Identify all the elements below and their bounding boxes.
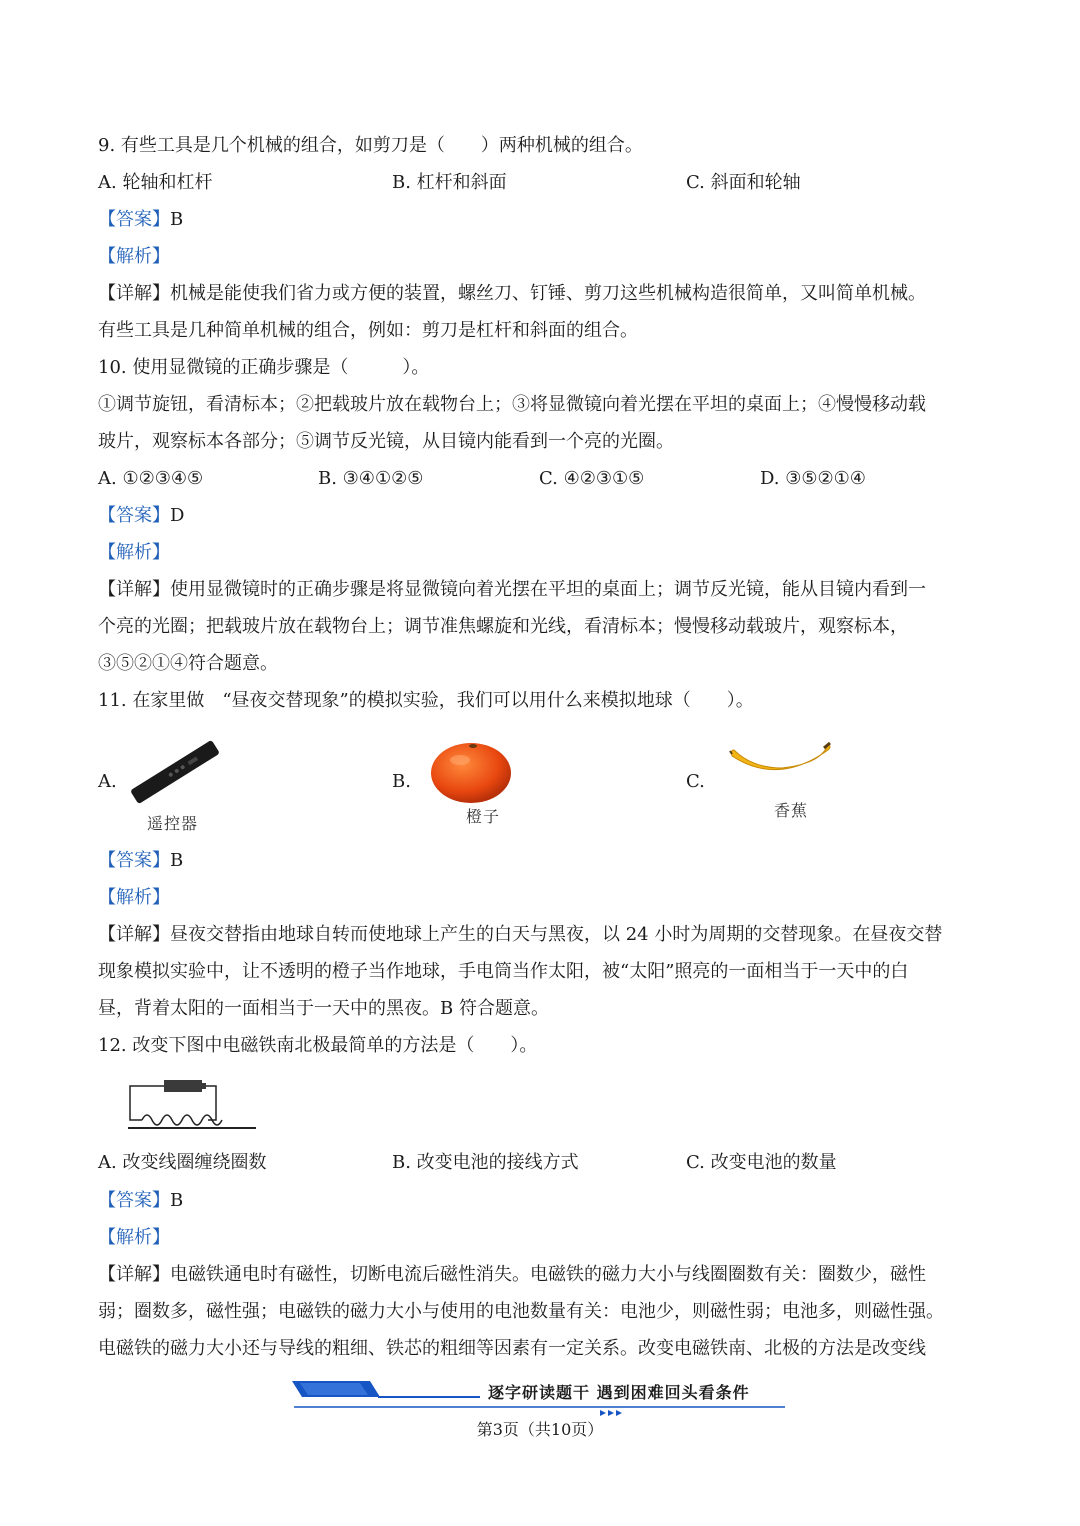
q10-detail-line-1 xyxy=(98,579,926,601)
q11-analysis-tag: 【解析】 xyxy=(98,887,170,908)
detail-tag: 【详解】 xyxy=(98,283,170,304)
q11-detail-line-3: 昼，背着太阳的一面相当于一天中的黑夜。B 符合题意。 xyxy=(98,998,549,1019)
q10-stem: 10. 使用显微镜的正确步骤是（ ）。 xyxy=(98,357,430,378)
q12-option-c: C. 改变电池的数量 xyxy=(686,1152,837,1173)
q11-detail-text-1: 昼夜交替指由地球自转而使地球上产生的白天与黑夜，以 24 小时为周期的交替现象。在昼夜交替 xyxy=(170,924,943,945)
answer-tag: 【答案】 xyxy=(98,1190,170,1211)
q10-option-a: A. ①②③④⑤ xyxy=(98,468,204,489)
page-number: 第3页（共10页） xyxy=(476,1420,604,1439)
q11-label-orange: 橙子 xyxy=(466,807,501,826)
answer-tag: 【答案】 xyxy=(98,209,170,230)
q12-detail-line-2: 弱；圈数多，磁性强；电磁铁的磁力大小与使用的电池数量有关：电池少，则磁性弱；电池多，则磁性强。 xyxy=(98,1301,944,1322)
q9-option-b: B. 杠杆和斜面 xyxy=(392,172,507,193)
q11-option-a: A. xyxy=(98,771,117,792)
q9-detail-line-2: 有些工具是几种简单机械的组合，例如：剪刀是杠杆和斜面的组合。 xyxy=(98,320,638,341)
q11-answer: B xyxy=(170,850,184,871)
detail-tag: 【详解】 xyxy=(98,1264,170,1285)
answer-tag: 【答案】 xyxy=(98,850,170,871)
q9-answer-line xyxy=(98,209,183,231)
q10-answer-line xyxy=(98,505,184,527)
q9-detail-line-1 xyxy=(98,283,926,305)
q9-option-a: A. 轮轴和杠杆 xyxy=(98,172,213,193)
q11-label-remote: 遥控器 xyxy=(147,814,199,833)
q11-option-c: C. xyxy=(686,771,705,792)
q12-detail-line-3: 电磁铁的磁力大小还与导线的粗细、铁芯的粗细等因素有一定关系。改变电磁铁南、北极的方法是改变线 xyxy=(98,1338,926,1359)
q12-stem: 12. 改变下图中电磁铁南北极最简单的方法是（ ）。 xyxy=(98,1035,538,1056)
q10-option-d: D. ③⑤②①④ xyxy=(760,468,866,489)
q9-detail-text-1: 机械是能使我们省力或方便的装置，螺丝刀、钉锤、剪刀这些机械构造很简单，又叫简单机械。 xyxy=(170,283,926,304)
detail-tag: 【详解】 xyxy=(98,579,170,600)
q9-stem: 9. 有些工具是几个机械的组合，如剪刀是（ ）两种机械的组合。 xyxy=(98,135,643,156)
q10-answer: D xyxy=(170,505,185,526)
q10-detail-text-1: 使用显微镜时的正确步骤是将显微镜向着光摆在平坦的桌面上；调节反光镜，能从目镜内看到一 xyxy=(170,579,926,600)
q12-detail-line-1 xyxy=(98,1264,926,1286)
q11-detail-line-1 xyxy=(98,924,942,946)
q10-body-line-1: ①调节旋钮，看清标本；②把载玻片放在载物台上；③将显微镜向着光摆在平坦的桌面上；④慢慢移动载 xyxy=(98,394,926,415)
q12-analysis-tag: 【解析】 xyxy=(98,1227,170,1248)
answer-tag: 【答案】 xyxy=(98,505,170,526)
footer-slogan: 逐字研读题干 遇到困难回头看条件 xyxy=(488,1383,750,1402)
q11-stem: 11. 在家里做 “昼夜交替现象”的模拟实验，我们可以用什么来模拟地球（ ）。 xyxy=(98,690,754,711)
q10-option-b: B. ③④①②⑤ xyxy=(318,468,424,489)
detail-tag: 【详解】 xyxy=(98,924,170,945)
q11-detail-line-2: 现象模拟实验中，让不透明的橙子当作地球，手电筒当作太阳，被“太阳”照亮的一面相当于一天中的白 xyxy=(98,961,909,982)
electromagnet-circuit-diagram xyxy=(120,1072,260,1138)
remote-control-image xyxy=(125,740,225,805)
orange-image xyxy=(428,738,514,804)
q10-analysis-tag: 【解析】 xyxy=(98,542,170,563)
q11-answer-line xyxy=(98,850,183,872)
q9-option-c: C. 斜面和轮轴 xyxy=(686,172,801,193)
q12-option-b: B. 改变电池的接线方式 xyxy=(392,1152,579,1173)
banana-image xyxy=(728,742,834,786)
q11-option-b: B. xyxy=(392,771,411,792)
q12-option-a: A. 改变线圈缠绕圈数 xyxy=(98,1152,267,1173)
q12-answer: B xyxy=(170,1190,184,1211)
q12-answer-line xyxy=(98,1190,183,1212)
q10-detail-line-2: 个亮的光圈；把载玻片放在载物台上；调节准焦螺旋和光线，看清标本；慢慢移动载玻片，观察标本， xyxy=(98,616,908,637)
q10-option-c: C. ④②③①⑤ xyxy=(539,468,645,489)
q9-answer: B xyxy=(170,209,184,230)
q10-body-line-2: 玻片，观察标本各部分；⑤调节反光镜，从目镜内能看到一个亮的光圈。 xyxy=(98,431,674,452)
q12-detail-text-1: 电磁铁通电时有磁性，切断电流后磁性消失。电磁铁的磁力大小与线圈圈数有关：圈数少，磁性 xyxy=(170,1264,926,1285)
q10-detail-line-3: ③⑤②①④符合题意。 xyxy=(98,653,278,674)
q11-label-banana: 香蕉 xyxy=(774,801,809,820)
q9-analysis-tag: 【解析】 xyxy=(98,246,170,267)
